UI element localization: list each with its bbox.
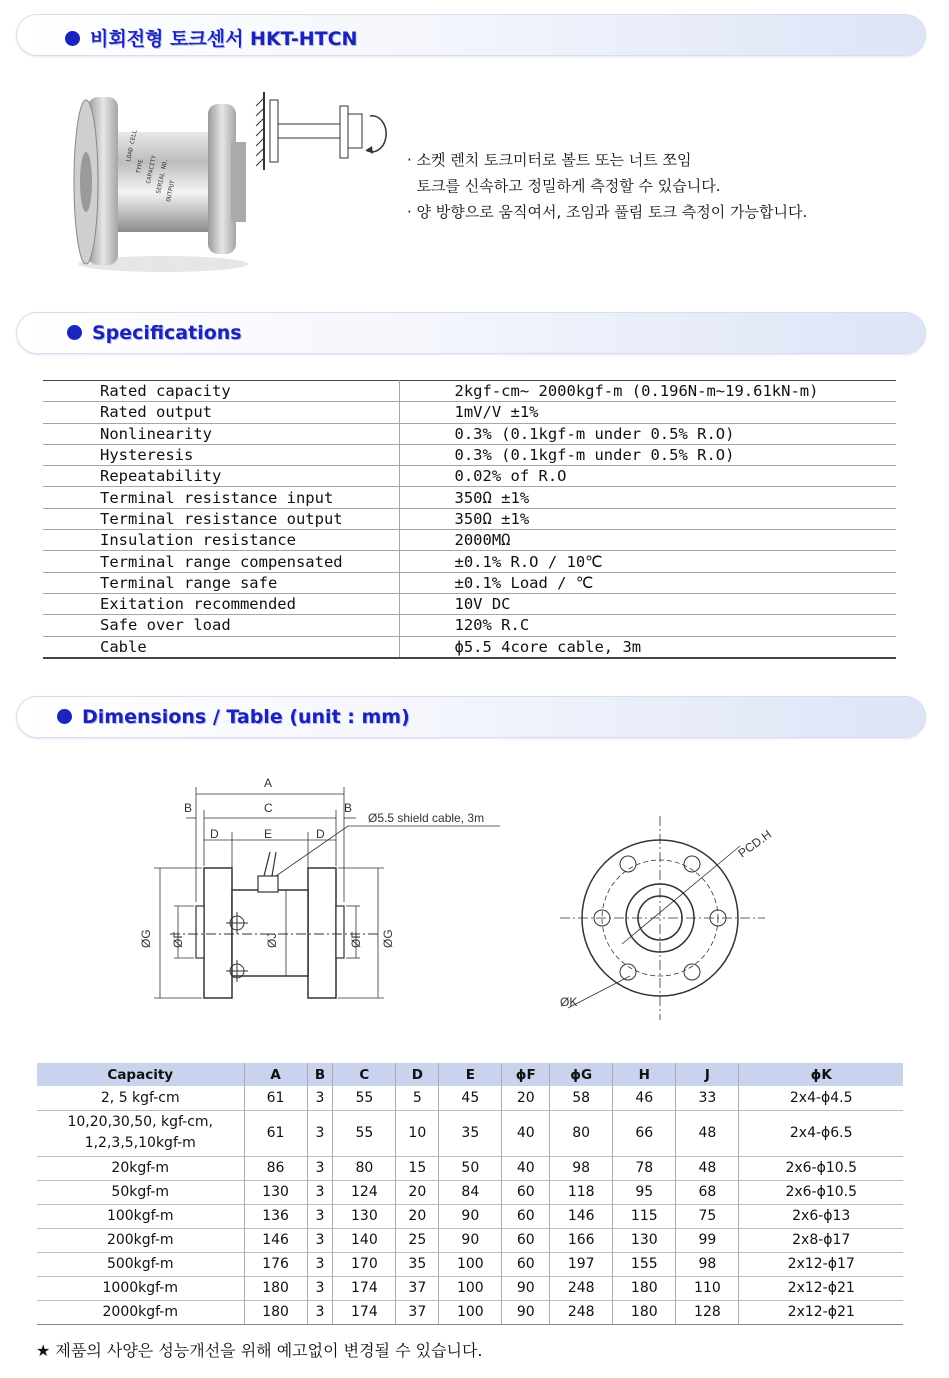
- table-cell: 55: [333, 1110, 396, 1156]
- spec-row: [43, 593, 896, 614]
- table-cell: 2x4-ϕ4.5: [739, 1086, 903, 1110]
- table-cell: 90: [439, 1204, 502, 1228]
- table-cell: 176: [244, 1252, 307, 1276]
- table-cell: 37: [396, 1300, 439, 1324]
- table-cell: 174: [333, 1276, 396, 1300]
- table-cell: 98: [550, 1156, 613, 1180]
- table-cell: 3: [307, 1156, 333, 1180]
- spec-row: [43, 402, 896, 423]
- front-view-drawing: [540, 812, 780, 1024]
- table-cell: 10: [396, 1110, 439, 1156]
- spec-label: Cable: [43, 636, 399, 658]
- table-cell: 248: [550, 1276, 613, 1300]
- dim-label-e: E: [264, 827, 273, 841]
- table-cell: 60: [502, 1228, 550, 1252]
- dim-label-g2: ØG: [381, 929, 395, 948]
- table-cell: 80: [333, 1156, 396, 1180]
- dimensions-table: [37, 1063, 903, 1325]
- feature-line: · 양 방향으로 움직여서, 조임과 풀림 토크 측정이 가능합니다.: [407, 203, 808, 221]
- table-cell: 99: [676, 1228, 739, 1252]
- table-cell: 2x6-ϕ13: [739, 1204, 903, 1228]
- table-cell: 136: [244, 1204, 307, 1228]
- spec-label: Safe over load: [43, 615, 399, 636]
- product-photo: [68, 92, 258, 272]
- dim-label-a: A: [264, 776, 273, 790]
- bullet-icon: [65, 31, 80, 46]
- table-cell: 60: [502, 1252, 550, 1276]
- table-cell: 115: [613, 1204, 676, 1228]
- capacity-cell: 500kgf-m: [37, 1252, 244, 1276]
- spec-value: 0.02% of R.O: [399, 466, 896, 487]
- table-cell: 100: [439, 1276, 502, 1300]
- label-line: TYPE: [135, 158, 145, 175]
- table-cell: 2x12-ϕ21: [739, 1300, 903, 1324]
- dimensions-bar: [16, 696, 926, 738]
- feature-list: [407, 147, 907, 225]
- table-cell: 15: [396, 1156, 439, 1180]
- capacity-cell: 50kgf-m: [37, 1180, 244, 1204]
- table-cell: 37: [396, 1276, 439, 1300]
- table-cell: 48: [676, 1156, 739, 1180]
- label-line: LOAD CELL: [125, 129, 139, 163]
- table-row: [37, 1180, 903, 1204]
- spec-value: 2kgf-cm~ 2000kgf-m (0.196N-m~19.61kN-m): [399, 381, 896, 402]
- table-cell: 20: [502, 1086, 550, 1110]
- label-line: OUTPUT: [165, 179, 177, 203]
- table-cell: 55: [333, 1086, 396, 1110]
- table-cell: 20: [396, 1204, 439, 1228]
- bullet-icon: [57, 709, 72, 724]
- dim-label-pcd: PCD.H: [735, 827, 774, 861]
- column-header: Capacity: [37, 1063, 244, 1086]
- column-header: D: [396, 1063, 439, 1086]
- column-header: E: [439, 1063, 502, 1086]
- table-row: [37, 1300, 903, 1324]
- spec-row: [43, 508, 896, 529]
- table-cell: 100: [439, 1300, 502, 1324]
- table-cell: 60: [502, 1180, 550, 1204]
- table-row: [37, 1086, 903, 1110]
- table-cell: 60: [502, 1204, 550, 1228]
- column-header: ϕK: [739, 1063, 903, 1086]
- table-cell: 2x12-ϕ17: [739, 1252, 903, 1276]
- spec-value: 350Ω ±1%: [399, 508, 896, 529]
- table-cell: 84: [439, 1180, 502, 1204]
- dim-label-g: ØG: [139, 929, 153, 948]
- table-cell: 50: [439, 1156, 502, 1180]
- table-cell: 2x4-ϕ6.5: [739, 1110, 903, 1156]
- column-header: C: [333, 1063, 396, 1086]
- table-row: [37, 1252, 903, 1276]
- page-title: [65, 24, 357, 51]
- capacity-cell: 20kgf-m: [37, 1156, 244, 1180]
- table-cell: 166: [550, 1228, 613, 1252]
- spec-value: 350Ω ±1%: [399, 487, 896, 508]
- column-header: H: [613, 1063, 676, 1086]
- spec-row: [43, 551, 896, 572]
- table-cell: 155: [613, 1252, 676, 1276]
- table-row: [37, 1204, 903, 1228]
- spec-value: 0.3% (0.1kgf-m under 0.5% R.O): [399, 444, 896, 465]
- table-row: [37, 1276, 903, 1300]
- specifications-table: [43, 380, 896, 659]
- spec-row: [43, 444, 896, 465]
- spec-row: [43, 423, 896, 444]
- table-cell: 90: [502, 1276, 550, 1300]
- table-cell: 3: [307, 1276, 333, 1300]
- bullet-icon: [67, 325, 82, 340]
- table-cell: 110: [676, 1276, 739, 1300]
- table-cell: 5: [396, 1086, 439, 1110]
- cable-callout: Ø5.5 shield cable, 3m: [368, 811, 485, 825]
- spec-label: Rated capacity: [43, 381, 399, 402]
- page-title-text: 비회전형 토크센서 HKT-HTCN: [90, 28, 358, 50]
- column-header: J: [676, 1063, 739, 1086]
- table-cell: 68: [676, 1180, 739, 1204]
- spec-value: ±0.1% R.O / 10℃: [399, 551, 896, 572]
- mounting-sketch: [252, 88, 392, 178]
- table-cell: 61: [244, 1086, 307, 1110]
- table-cell: 58: [550, 1086, 613, 1110]
- table-cell: 128: [676, 1300, 739, 1324]
- capacity-cell: 200kgf-m: [37, 1228, 244, 1252]
- column-header: B: [307, 1063, 333, 1086]
- feature-line: · 소켓 렌치 토크미터로 볼트 또는 너트 쪼임: [407, 151, 692, 169]
- spec-row: [43, 530, 896, 551]
- dim-label-d: D: [210, 827, 219, 841]
- table-cell: 2x6-ϕ10.5: [739, 1156, 903, 1180]
- spec-label: Exitation recommended: [43, 593, 399, 614]
- table-cell: 3: [307, 1086, 333, 1110]
- table-cell: 3: [307, 1204, 333, 1228]
- column-header: A: [244, 1063, 307, 1086]
- table-cell: 180: [613, 1276, 676, 1300]
- table-cell: 86: [244, 1156, 307, 1180]
- table-cell: 75: [676, 1204, 739, 1228]
- spec-value: ±0.1% Load / ℃: [399, 572, 896, 593]
- capacity-cell: 2, 5 kgf-cm: [37, 1086, 244, 1110]
- table-cell: 170: [333, 1252, 396, 1276]
- label-line: CAPACITY: [145, 154, 158, 185]
- table-cell: 20: [396, 1180, 439, 1204]
- table-cell: 3: [307, 1180, 333, 1204]
- spec-value: 1mV/V ±1%: [399, 402, 896, 423]
- table-cell: 46: [613, 1086, 676, 1110]
- table-row: [37, 1156, 903, 1180]
- spec-label: Hysteresis: [43, 444, 399, 465]
- dim-label-b: B: [184, 801, 193, 815]
- table-cell: 3: [307, 1110, 333, 1156]
- spec-label: Nonlinearity: [43, 423, 399, 444]
- spec-label: Insulation resistance: [43, 530, 399, 551]
- spec-value: 120% R.C: [399, 615, 896, 636]
- side-view-drawing: [130, 772, 520, 1034]
- specifications-bar: [16, 312, 926, 354]
- table-cell: 3: [307, 1252, 333, 1276]
- table-cell: 130: [613, 1228, 676, 1252]
- table-cell: 45: [439, 1086, 502, 1110]
- table-cell: 124: [333, 1180, 396, 1204]
- capacity-cell: 10,20,30,50, kgf-cm, 1,2,3,5,10kgf-m: [37, 1110, 244, 1156]
- table-cell: 197: [550, 1252, 613, 1276]
- spec-label: Repeatability: [43, 466, 399, 487]
- capacity-cell: 1000kgf-m: [37, 1276, 244, 1300]
- table-cell: 2x6-ϕ10.5: [739, 1180, 903, 1204]
- table-cell: 78: [613, 1156, 676, 1180]
- table-cell: 35: [439, 1110, 502, 1156]
- spec-row: [43, 487, 896, 508]
- specifications-title: [67, 322, 242, 344]
- table-cell: 95: [613, 1180, 676, 1204]
- table-cell: 25: [396, 1228, 439, 1252]
- column-header: ϕG: [550, 1063, 613, 1086]
- table-cell: 180: [244, 1276, 307, 1300]
- dimensions-title-text: Dimensions / Table (unit : mm): [82, 706, 410, 728]
- dim-label-j: ØJ: [265, 932, 279, 948]
- table-cell: 90: [502, 1300, 550, 1324]
- table-cell: 174: [333, 1300, 396, 1324]
- table-header-row: [37, 1063, 903, 1086]
- spec-row: [43, 381, 896, 402]
- table-cell: 61: [244, 1110, 307, 1156]
- table-cell: 130: [333, 1204, 396, 1228]
- table-cell: 140: [333, 1228, 396, 1252]
- spec-label: Terminal resistance input: [43, 487, 399, 508]
- spec-row: [43, 466, 896, 487]
- capacity-cell: 2000kgf-m: [37, 1300, 244, 1324]
- table-cell: 248: [550, 1300, 613, 1324]
- table-cell: 180: [244, 1300, 307, 1324]
- dim-label-d2: D: [316, 827, 325, 841]
- table-cell: 33: [676, 1086, 739, 1110]
- table-row: [37, 1110, 903, 1156]
- table-cell: 146: [550, 1204, 613, 1228]
- rotation-arrow-icon: [366, 116, 386, 152]
- table-cell: 48: [676, 1110, 739, 1156]
- table-cell: 66: [613, 1110, 676, 1156]
- notice-text: ★ 제품의 사양은 성능개선을 위해 예고없이 변경될 수 있습니다.: [36, 1341, 483, 1360]
- spec-row: [43, 572, 896, 593]
- spec-label: Terminal range safe: [43, 572, 399, 593]
- table-cell: 2x12-ϕ21: [739, 1276, 903, 1300]
- table-cell: 118: [550, 1180, 613, 1204]
- dimensions-title: [57, 706, 410, 728]
- dim-label-b2: B: [344, 801, 353, 815]
- specifications-title-text: Specifications: [92, 322, 242, 344]
- table-cell: 100: [439, 1252, 502, 1276]
- spec-row: [43, 615, 896, 636]
- capacity-cell: 100kgf-m: [37, 1204, 244, 1228]
- table-cell: 40: [502, 1156, 550, 1180]
- dim-label-c: C: [264, 801, 273, 815]
- table-cell: 90: [439, 1228, 502, 1252]
- dim-label-f2: ØF: [349, 931, 363, 948]
- column-header: ϕF: [502, 1063, 550, 1086]
- spec-value: ϕ5.5 4core cable, 3m: [399, 636, 896, 658]
- table-cell: 98: [676, 1252, 739, 1276]
- table-cell: 130: [244, 1180, 307, 1204]
- spec-value: 0.3% (0.1kgf-m under 0.5% R.O): [399, 423, 896, 444]
- table-cell: 35: [396, 1252, 439, 1276]
- spec-value: 2000MΩ: [399, 530, 896, 551]
- dim-label-k: ØK: [560, 995, 578, 1009]
- table-cell: 3: [307, 1228, 333, 1252]
- feature-line: 토크를 신속하고 정밀하게 측정할 수 있습니다.: [407, 177, 721, 195]
- spec-row: [43, 636, 896, 658]
- spec-label: Terminal resistance output: [43, 508, 399, 529]
- table-cell: 80: [550, 1110, 613, 1156]
- table-cell: 2x8-ϕ17: [739, 1228, 903, 1252]
- spec-label: Terminal range compensated: [43, 551, 399, 572]
- table-cell: 40: [502, 1110, 550, 1156]
- table-cell: 3: [307, 1300, 333, 1324]
- table-row: [37, 1228, 903, 1252]
- header-bar: [16, 14, 926, 56]
- label-line: SERIAL NO.: [155, 157, 170, 195]
- table-cell: 180: [613, 1300, 676, 1324]
- table-cell: 146: [244, 1228, 307, 1252]
- spec-label: Rated output: [43, 402, 399, 423]
- dim-label-f: ØF: [171, 931, 185, 948]
- spec-value: 10V DC: [399, 593, 896, 614]
